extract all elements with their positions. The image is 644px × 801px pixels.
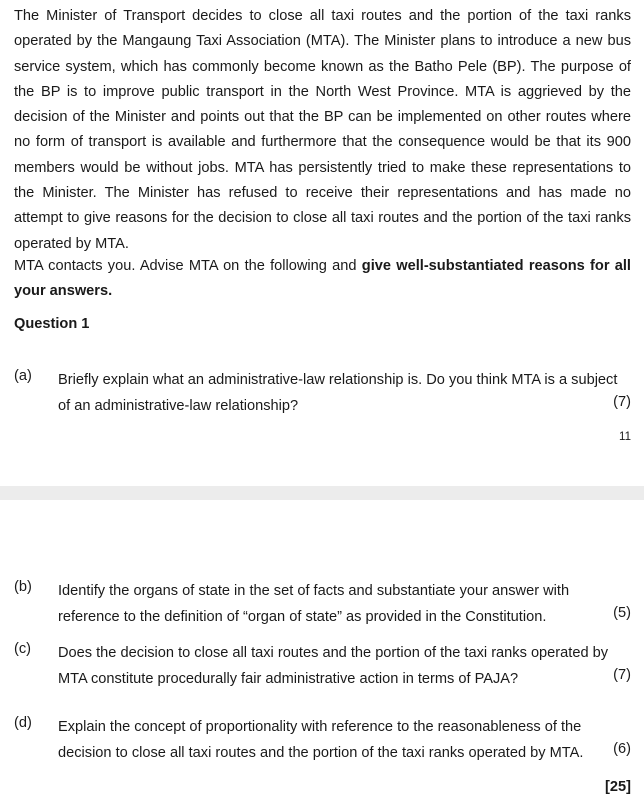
question-marks: (6) (613, 740, 631, 757)
question-marks: (5) (613, 604, 631, 621)
instruction-plain: MTA contacts you. Advise MTA on the following and (14, 258, 362, 274)
question-heading: Question 1 (14, 316, 90, 332)
instruction-bold: give well-substantiated reasons for all your answers. (14, 258, 631, 300)
question-marks: (7) (613, 666, 631, 683)
question-label: (c) (14, 641, 32, 657)
instruction-paragraph (14, 254, 631, 305)
total-marks: [25] (605, 779, 631, 795)
question-text: Does the decision to close all taxi routes and the portion of the taxi ranks operated by MTA constitute procedurally fair administrative action in terms of PAJA? (58, 645, 609, 687)
question-text: Identify the organs of state in the set of facts and substantiate your answer with reference to the definition of “organ of state” as provided in the Constitution. (58, 583, 570, 625)
question-label: (b) (14, 579, 32, 595)
scenario-paragraph: The Minister of Transport decides to close all taxi routes and the portion of the taxi ranks operated by the Mangaung Taxi Association (MTA). The Minister plans to introduce a new bus service system, which has commonly become known as the Batho Pele (BP). The purpose of the BP is to improve public transport in the North West Province. MTA is aggrieved by the decision of the Minister and points out that the BP can be implemented on other routes where no form of transport is available and furthermore that the consequence would be that its 900 members would be without jobs. MTA has persistently tried to make these representations to the Minister. The Minister has refused to receive their representations and has made no attempt to give reasons for the decision to close all taxi routes and the portion of the taxi ranks operated by MTA. (14, 8, 631, 252)
page-separator (0, 486, 644, 500)
page-number: 11 (619, 431, 631, 443)
question-label: (a) (14, 368, 32, 384)
question-marks: (7) (613, 393, 631, 410)
question-text: Explain the concept of proportionality with reference to the reasonableness of the decision to close all taxi routes and the portion of the taxi ranks operated by MTA. (58, 719, 584, 761)
question-label: (d) (14, 715, 32, 731)
question-text: Briefly explain what an administrative-law relationship is. Do you think MTA is a subject of an administrative-law relationship? (58, 372, 618, 414)
